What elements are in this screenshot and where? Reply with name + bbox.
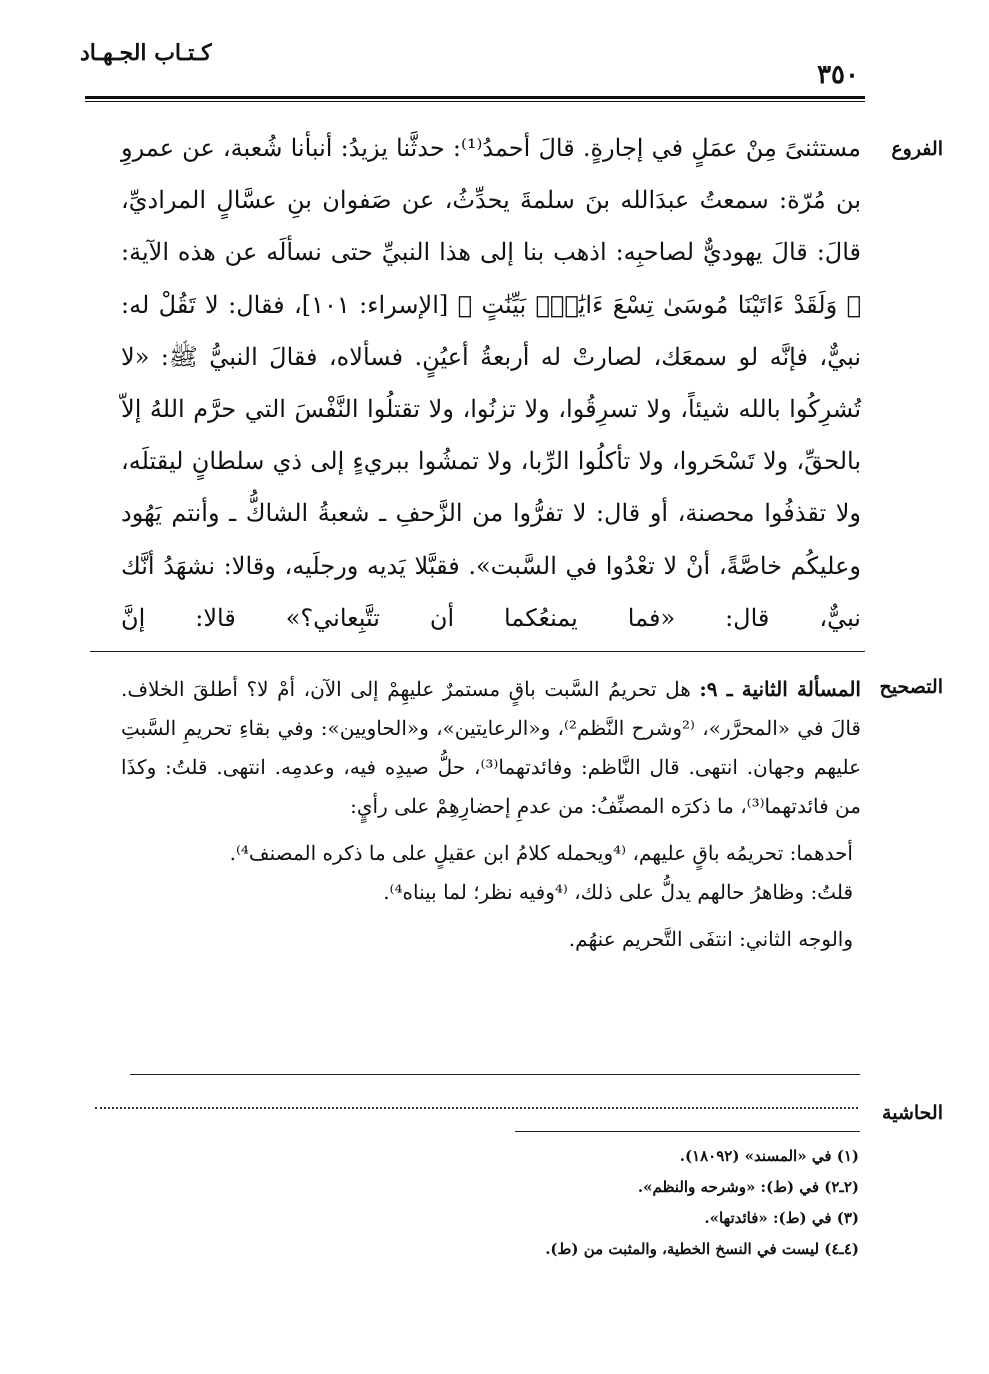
dotted-separator bbox=[95, 1107, 858, 1109]
footnote: (٣) في (ط): «فائدتها». bbox=[704, 1209, 859, 1227]
footnote: (٢ـ٢) في (ط): «وشرحه والنظم». bbox=[637, 1178, 859, 1196]
section-label-tashih: التصحيح bbox=[879, 676, 943, 698]
furu-paragraph: مستثنىً مِنْ عمَلٍ في إجارةٍ. قالَ أحمدُ⁽¹⁾: حدثَّنا يزيدُ: أنبأنا شُعبة، عن عمروِ بن مُرّة: سمعتُ عبدَالله بنَ سلمةَ يحدِّثُ، عن صَفوان بنِ عسَّالٍ المراديِّ، قالَ: قالَ يهوديٌّ لصاحبِه: اذهب بنا إلى هذا النبيِّ حتى نسألَه عن هذه الآية: ﴿ وَلَقَدْ ءَاتَيْنَا مُوسَىٰ تِسْعَ ءَايَٰتٍۭ بَيِّنَٰتٍ ﴾ [الإسراء: ١٠١]، فقال: لا تَقُلْ له: نبيٌّ، فإنَّه لو سمعَك، لصارتْ له أربعةُ أعيُنٍ. فسألاه، فقالَ النبيُّ ﷺ: «لا تُشرِكُوا بالله شيئاً، ولا تسرِقُوا، ولا تزنُوا، ولا تقتلُوا النَّفْسَ التي حرَّم اللهُ إلاّ بالحقِّ، ولا تَسْحَروا، ولا تأكلُوا الرِّبا، ولا تمشُوا ببريءٍ إلى ذي سلطانٍ ليقتلَه، ولا تقذفُوا محصنة، أو قال: لا تفرُّوا من الزَّحفِ ـ شعبةُ الشاكُّ ـ وأنتم يَهُود وعليكُم خاصَّةً، أنْ لا تعْدُوا في السَّبت». فقبَّلا يَديه ورجلَيه، وقالا: نشهَدُ أنَّك نبيٌّ، قال: «فما يمنعُكما أن تتَّبِعاني؟» قالا: إنَّ bbox=[121, 134, 861, 632]
header-rule bbox=[85, 96, 865, 99]
section-label-furu: الفروع bbox=[891, 138, 943, 160]
content-end-rule bbox=[130, 1074, 860, 1075]
footnotes bbox=[359, 1141, 859, 1265]
first-view: أحدهما: تحريمُه باقٍ عليهم، ⁽⁴ويحمله كلامُ ابن عقيلٍ على ما ذكره المصنف⁴⁾. bbox=[229, 841, 853, 865]
footnote-rule bbox=[515, 1131, 860, 1132]
note-paragraph: قلتُ: وظاهرُ حالهم يدلُّ على ذلك، ⁽⁴وفيه نظر؛ لما بيناه⁴⁾. bbox=[383, 880, 853, 904]
masala-text: هل تحريمُ السَّبت باقٍ مستمرٌ عليهِمْ إلى الآن، أمْ لا؟ أطلقَ الخلاف. قالَ في «المحرَّر»، ⁽²وشرح النَّظم²⁾، و«الرعايتين»، و«الحاويين»: وفي بقاءِ تحريمِ السَّبتِ عليهم وجهان. انتهى. قال النَّاظم: وفائدتهما⁽³⁾، حلُّ صيدِه فيه، وعدمِه. انتهى. قلتُ: وكذَا من فائدتهما⁽³⁾، ما ذكرَه المصنِّفُ: من عدمِ إحضارِهِمْ على رأيٍ: bbox=[121, 677, 861, 818]
footnote: (١) في «المسند» (١٨٠٩٢). bbox=[679, 1147, 859, 1165]
page-number: ٣٥٠ bbox=[817, 60, 859, 90]
masala-title: المسألة الثانية ـ ٩: bbox=[699, 677, 861, 701]
furu-section bbox=[121, 122, 861, 644]
tashih-section bbox=[121, 670, 861, 959]
book-title: كـتـاب الجـهـاد bbox=[80, 40, 212, 66]
header-rule-thin bbox=[85, 101, 865, 102]
masala-paragraph bbox=[121, 670, 861, 826]
section-label-hashiya: الحاشية bbox=[882, 1102, 943, 1124]
section-divider bbox=[90, 651, 865, 652]
second-view: والوجه الثاني: انتفَى التَّحريم عنهُم. bbox=[568, 927, 853, 951]
footnote: (٤ـ٤) ليست في النسخ الخطية، والمثبت من (ط). bbox=[545, 1240, 859, 1258]
